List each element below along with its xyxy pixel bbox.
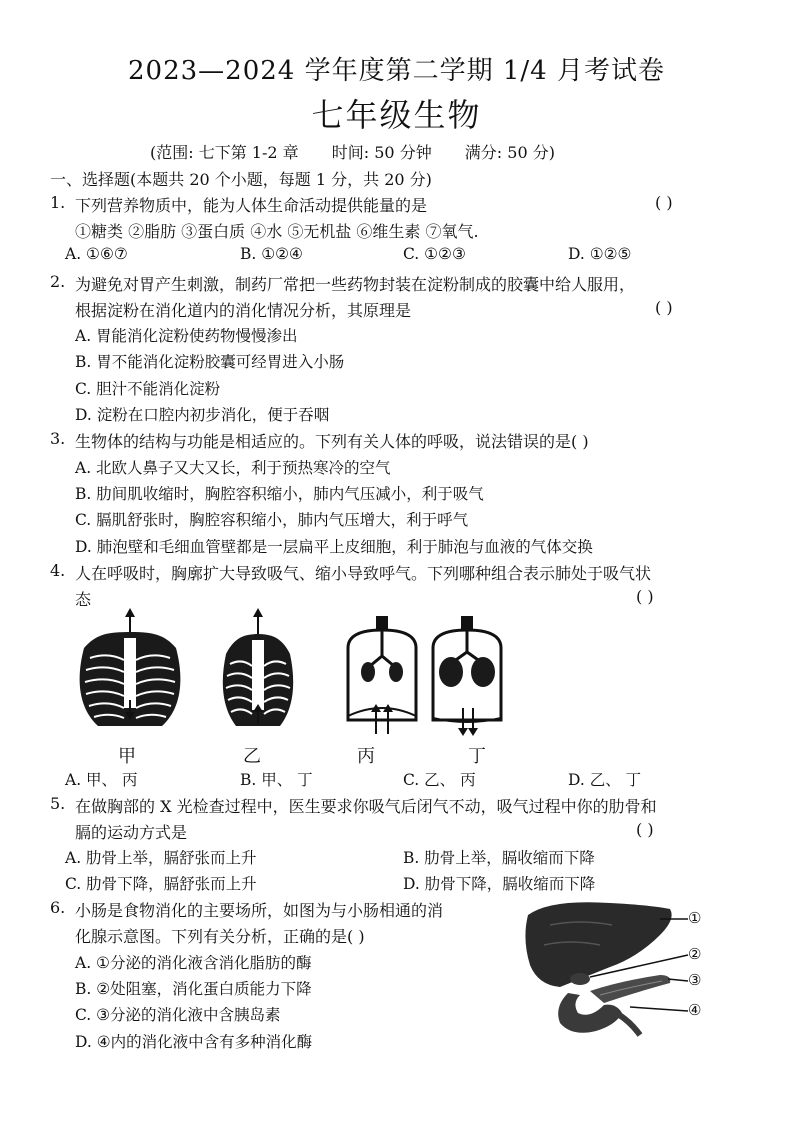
q5-stem-line1: 在做胸部的 X 光检查过程中，医生要求你吸气后闭气不动，吸气过程中你的肋骨和 bbox=[75, 797, 657, 816]
q1-option-d: D. ①②⑤ bbox=[568, 245, 632, 263]
q2-number: 2. bbox=[50, 272, 66, 291]
q6-number: 6. bbox=[50, 898, 66, 917]
q4-number: 4. bbox=[50, 561, 66, 580]
q4-option-c: C. 乙、 丙 bbox=[403, 771, 476, 789]
exam-time: 时间: 50 分钟 bbox=[331, 143, 432, 162]
q3-option-c: C. 膈肌舒张时，胸腔容积缩小，肺内气压增大，利于呼气 bbox=[75, 511, 469, 529]
q6-option-d: D. ④内的消化液中含有多种消化酶 bbox=[75, 1033, 313, 1051]
liver-image bbox=[525, 902, 671, 987]
q1-stem-items: ①糖类 ②脂肪 ③蛋白质 ④水 ⑤无机盐 ⑥维生素 ⑦氧气. bbox=[75, 222, 479, 241]
duodenum-image bbox=[558, 993, 640, 1035]
q3-option-d: D. 肺泡壁和毛细血管壁都是一层扁平上皮细胞，利于肺泡与血液的气体交换 bbox=[75, 538, 593, 556]
breathing-diagram bbox=[68, 608, 508, 740]
q4-figure-label-jia: 甲 bbox=[118, 746, 136, 767]
q5-answer-blank: ( ) bbox=[636, 820, 654, 839]
bell-jar-bing-image bbox=[348, 616, 416, 734]
q6-stem-line1: 小肠是食物消化的主要场所，如图为与小肠相通的消 bbox=[75, 901, 444, 920]
q5-stem-line2: 膈的运动方式是 bbox=[75, 823, 188, 842]
q3-option-a: A. 北欧人鼻子又大又长，利于预热寒冷的空气 bbox=[75, 459, 391, 477]
q6-figure-label-4: ④ bbox=[688, 1001, 702, 1019]
q4-answer-blank: ( ) bbox=[636, 587, 654, 606]
exam-info bbox=[150, 140, 583, 163]
q3-number: 3. bbox=[50, 429, 66, 448]
q5-option-d: D. 肋骨下降，膈收缩而下降 bbox=[403, 875, 596, 893]
q4-stem-line1: 人在呼吸时，胸廓扩大导致吸气、缩小导致呼气。下列哪种组合表示肺处于吸气状 bbox=[75, 564, 652, 583]
q5-option-c: C. 肋骨下降，膈舒张而上升 bbox=[65, 875, 257, 893]
q5-option-a: A. 肋骨上举，膈舒张而上升 bbox=[65, 849, 257, 867]
exam-score: 满分: 50 分) bbox=[464, 143, 555, 162]
q2-stem-line1: 为避免对胃产生刺激，制药厂常把一些药物封装在淀粉制成的胶囊中给人服用， bbox=[75, 275, 636, 294]
q1-number: 1. bbox=[50, 193, 66, 212]
q1-stem: 下列营养物质中，能为人体生命活动提供能量的是 bbox=[75, 196, 428, 215]
gallbladder-image bbox=[570, 973, 590, 985]
ribcage-jia-image bbox=[80, 608, 181, 726]
q3-option-b: B. 肋间肌收缩时，胸腔容积缩小，肺内气压减小，利于吸气 bbox=[75, 485, 484, 503]
q4-option-d: D. 乙、 丁 bbox=[568, 771, 642, 789]
q2-stem-line2: 根据淀粉在消化道内的消化情况分析，其原理是 bbox=[75, 301, 412, 320]
q2-option-b: B. 胃不能消化淀粉胶囊可经胃进入小肠 bbox=[75, 353, 345, 371]
q4-option-b: B. 甲、 丁 bbox=[240, 771, 313, 789]
q5-option-b: B. 肋骨上举，膈收缩而下降 bbox=[403, 849, 595, 867]
q6-option-c: C. ③分泌的消化液中含胰岛素 bbox=[75, 1006, 281, 1024]
q1-answer-blank: ( ) bbox=[655, 193, 673, 212]
q3-stem: 生物体的结构与功能是相适应的。下列有关人体的呼吸，说法错误的是( ) bbox=[75, 432, 589, 451]
q6-option-b: B. ②处阻塞，消化蛋白质能力下降 bbox=[75, 980, 312, 998]
q2-option-d: D. 淀粉在口腔内初步消化，便于吞咽 bbox=[75, 406, 330, 424]
q1-option-c: C. ①②③ bbox=[403, 245, 466, 263]
q4-figure-label-bing: 丙 bbox=[357, 746, 375, 767]
q1-option-a: A. ①⑥⑦ bbox=[65, 245, 128, 263]
q6-figure-label-3: ③ bbox=[688, 971, 702, 989]
q6-option-a: A. ①分泌的消化液含消化脂肪的酶 bbox=[75, 954, 312, 972]
q2-option-c: C. 胆汁不能消化淀粉 bbox=[75, 380, 221, 398]
q4-figure-label-yi: 乙 bbox=[243, 746, 261, 767]
q4-figure-label-ding: 丁 bbox=[468, 746, 486, 767]
ribcage-yi-image bbox=[223, 608, 293, 726]
q4-option-a: A. 甲、 丙 bbox=[65, 771, 138, 789]
exam-title: 2023—2024 学年度第二学期 1/4 月考试卷 bbox=[128, 56, 665, 86]
q6-figure-label-2: ② bbox=[688, 945, 702, 963]
section-heading: 一、选择题(本题共 20 个小题，每题 1 分，共 20 分) bbox=[50, 170, 432, 189]
q1-option-b: B. ①②④ bbox=[240, 245, 303, 263]
bell-jar-ding-image bbox=[433, 616, 501, 736]
exam-subtitle: 七年级生物 bbox=[311, 96, 482, 134]
q6-stem-line2: 化腺示意图。下列有关分析，正确的是( ) bbox=[75, 927, 365, 946]
q4-stem-line2: 态 bbox=[75, 590, 92, 609]
q2-option-a: A. 胃能消化淀粉使药物慢慢渗出 bbox=[75, 327, 298, 345]
q6-figure-label-1: ① bbox=[688, 909, 702, 927]
q5-number: 5. bbox=[50, 794, 66, 813]
pancreas-image bbox=[590, 975, 670, 1003]
exam-scope: (范围: 七下第 1-2 章 bbox=[150, 143, 299, 162]
q2-answer-blank: ( ) bbox=[655, 298, 673, 317]
